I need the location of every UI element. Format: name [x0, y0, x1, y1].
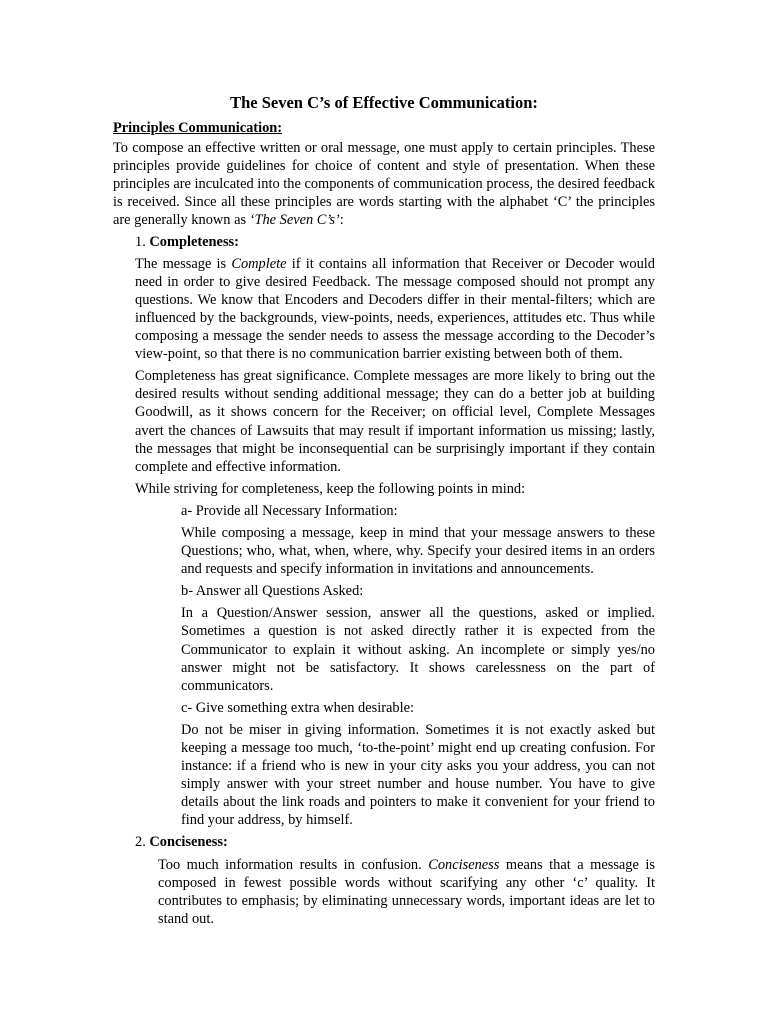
- completeness-number: 1.: [135, 233, 146, 250]
- completeness-p1-start: The message is: [135, 255, 232, 272]
- point-a-heading: a- Provide all Necessary Information:: [181, 502, 398, 519]
- completeness-paragraph-2: Completeness has great significance. Complete messages are more likely to bring out the desired results without sending additional message; they can do a better job at building Goodwill, as it shows concern for the Receiver; on official level, Complete Messages avert the chances of Lawsuits that may result if important information us missing; lastly, the messages that might be inconsequential can be surprisingly important if they contain complete and effective information.: [135, 368, 655, 475]
- completeness-paragraph-3: While striving for completeness, keep the following points in mind:: [135, 480, 526, 497]
- conciseness-p1-rest: means that a message is composed in fewest possible words without scarifying any other ‘c’ quality. It contributes to emphasis; by eliminating unnecessary words, important ideas are let to stand out.: [158, 856, 655, 927]
- section-heading: Principles Communication:: [113, 120, 283, 136]
- conciseness-title: Conciseness:: [149, 834, 228, 851]
- intro-paragraph: [113, 139, 655, 229]
- conciseness-heading: [135, 833, 655, 851]
- completeness-p1-rest: if it contains all information that Receiver or Decoder would need in order to give desired Feedback. The message composed should not prompt any questions. We know that Encoders and Decoders differ in their mental-filters; which are influenced by the backgrounds, view-points, needs, experiences, attitudes etc. Thus while composing a message the sender needs to assess the message according to the Decoder’s view-point, so that there is no communication barrier existing between both of them.: [135, 255, 656, 363]
- conciseness-number: 2.: [135, 834, 146, 851]
- conciseness-paragraph-1: [158, 856, 655, 928]
- point-b-heading: b- Answer all Questions Asked:: [181, 583, 364, 600]
- conciseness-p1-start: Too much information results in confusion.: [158, 856, 429, 873]
- point-a-body: While composing a message, keep in mind that your message answers to these Questions; who, what, when, where, why. Specify your desired items in an orders and requests and specify information in invitations and announcements.: [181, 524, 655, 578]
- document-title: The Seven C’s of Effective Communication:: [230, 93, 538, 112]
- intro-emphasis: ‘The Seven C’s’: [249, 212, 340, 229]
- point-c-heading: c- Give something extra when desirable:: [181, 699, 414, 716]
- completeness-title: Completeness:: [149, 233, 239, 250]
- conciseness-p1-emphasis: Conciseness: [428, 856, 500, 873]
- intro-end: :: [339, 212, 344, 229]
- intro-text: To compose an effective written or oral message, one must apply to certain principles. These principles provide guidelines for choice of content and style of presentation. When these principles are inculcated into the components of communication process, the desired feedback is received. Since all these principles are words starting with the alphabet ‘C’ the principles are generally known as: [113, 140, 655, 229]
- completeness-body: [135, 255, 655, 476]
- completeness-heading: [135, 233, 655, 251]
- completeness-p1-emphasis: Complete: [231, 255, 287, 272]
- point-b-body: In a Question/Answer session, answer all the questions, asked or implied. Sometimes a question is not asked directly rather it is expected from the Communicator to explain it without asking. An incomplete or simply yes/no answer might not be satisfactory. It shows carelessness on the part of communicators.: [181, 605, 655, 694]
- completeness-paragraph-1: [135, 255, 655, 364]
- point-c-body: Do not be miser in giving information. Sometimes it is not exactly asked but keeping a message too much, ‘to-the-point’ might end up creating confusion. For instance: if a friend who is new in your city asks you your address, you can not simply answer with your street number and house number. You have to give details about the link roads and pointers to make it convenient for your friend to find your address, by himself.: [181, 721, 655, 829]
